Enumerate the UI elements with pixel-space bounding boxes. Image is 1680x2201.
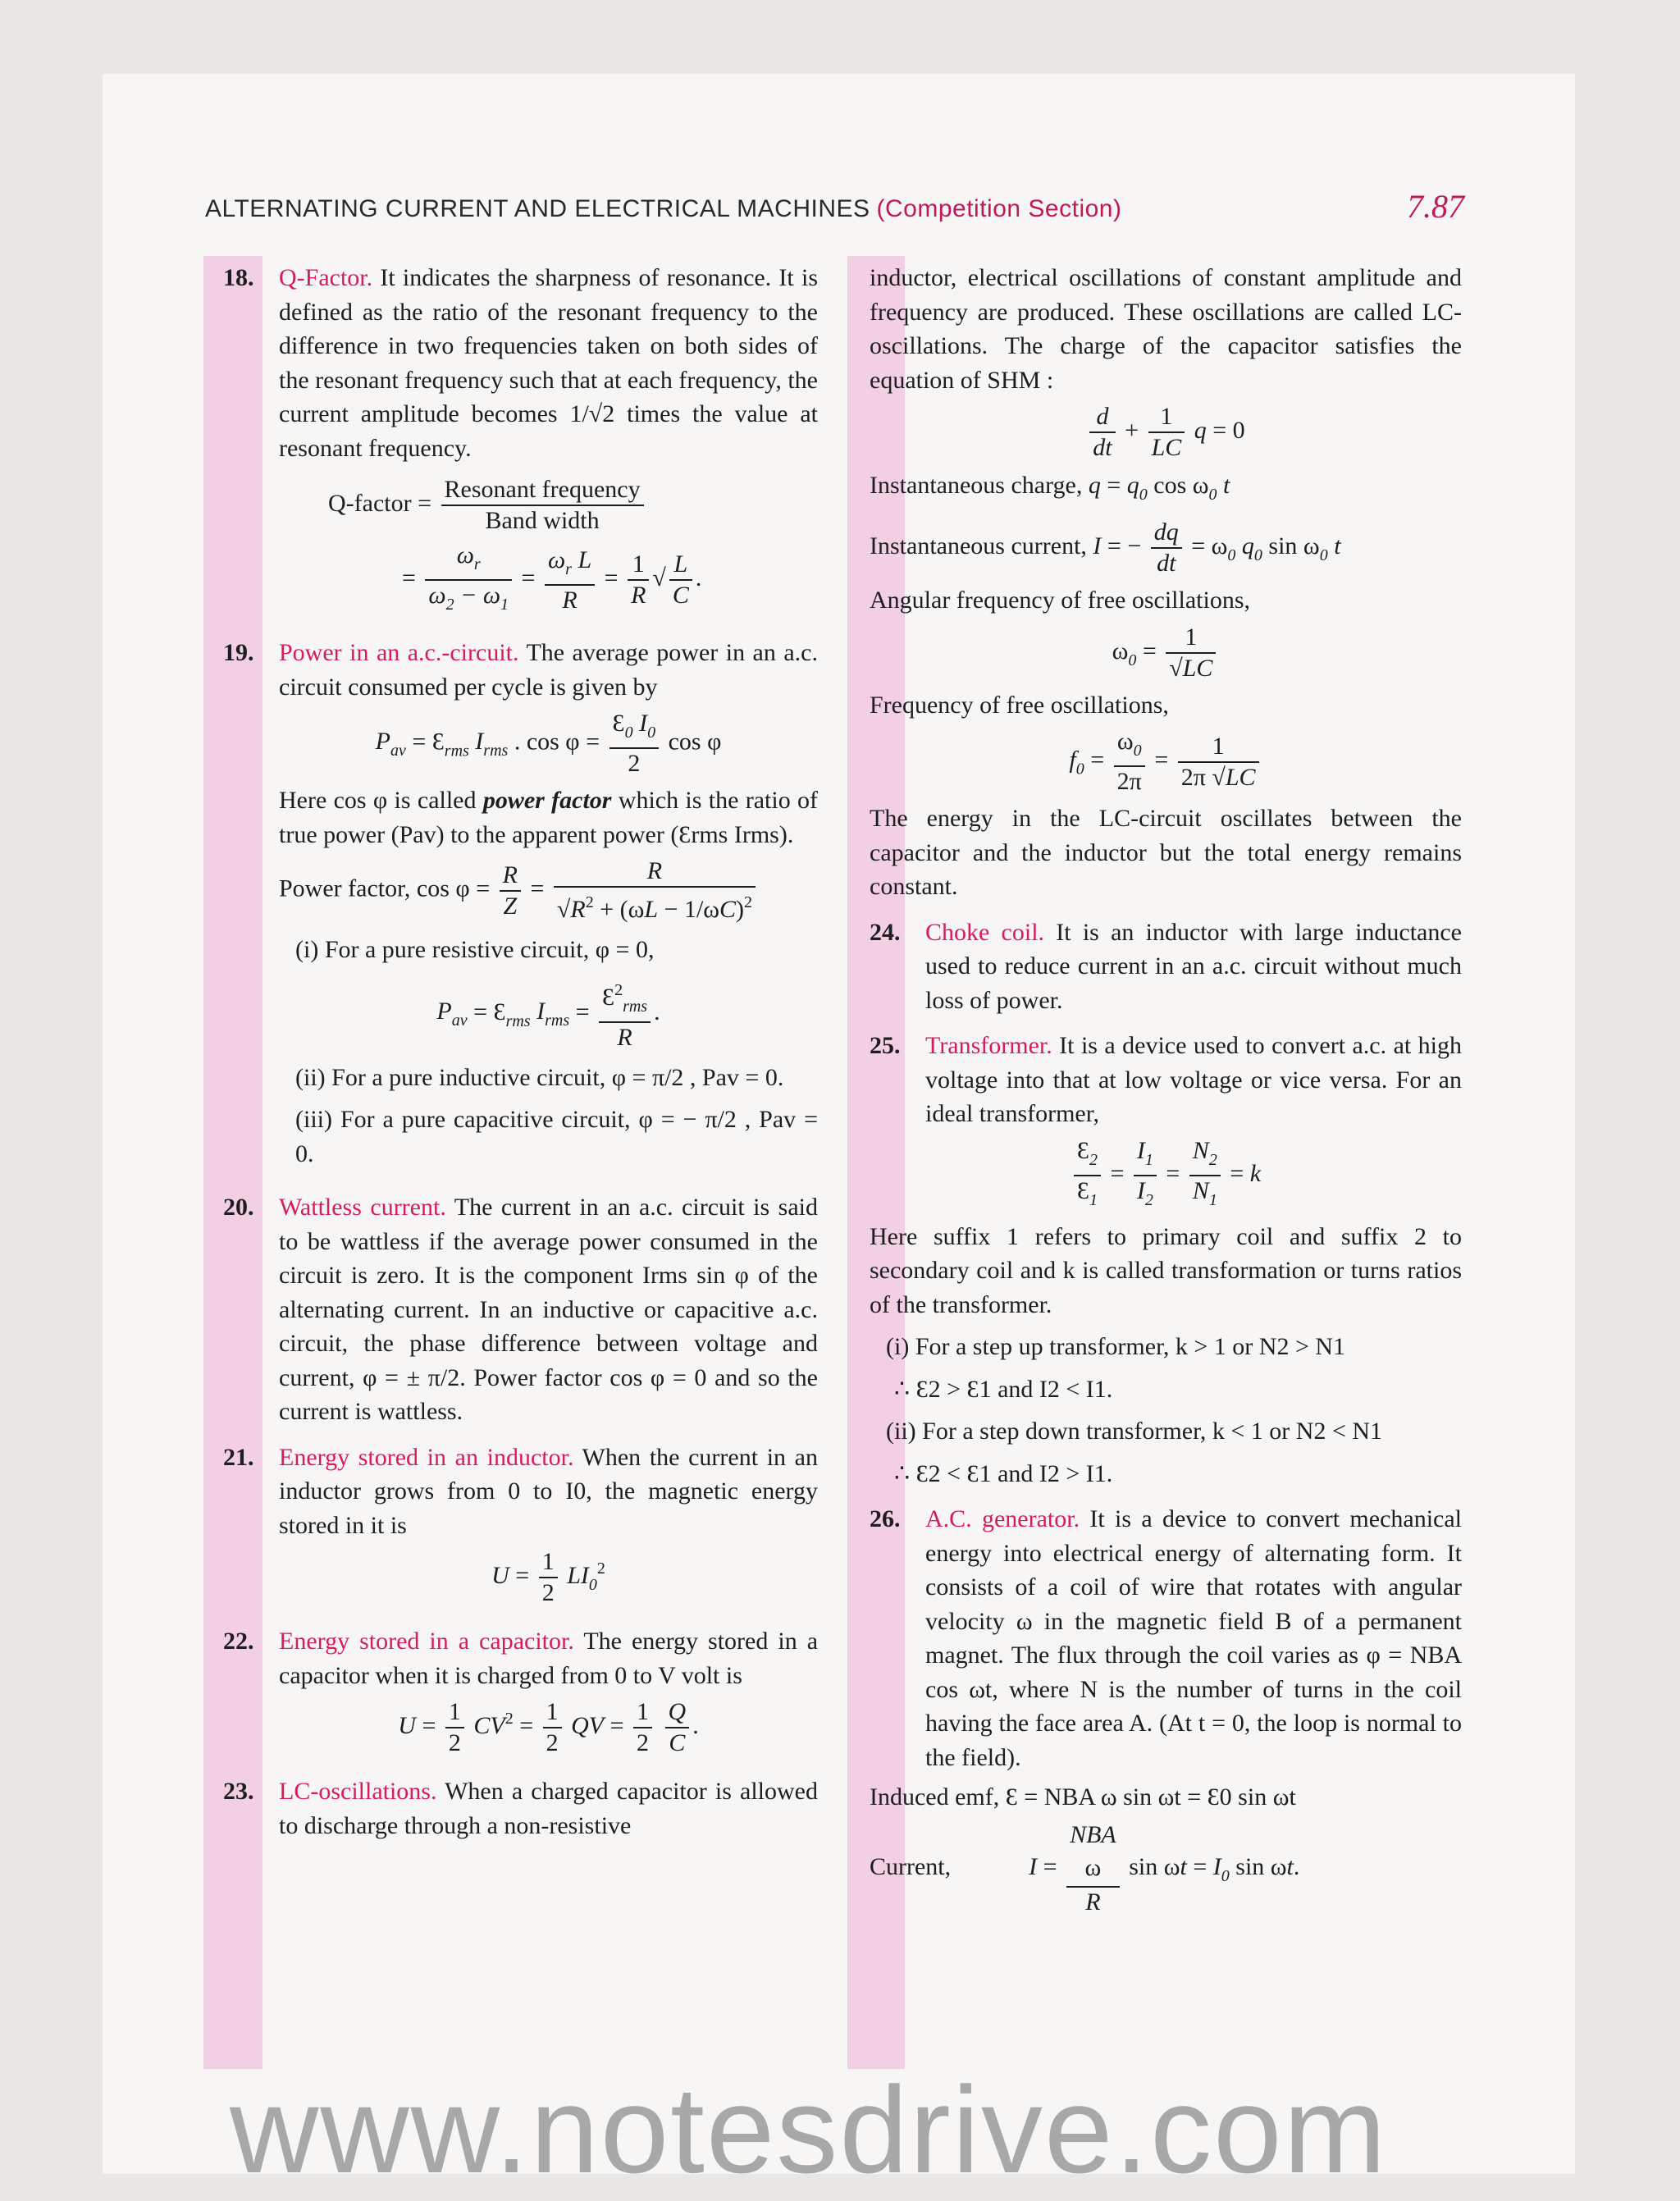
resistive-power-equation: $P_{av}$ = $Ɛ_{rms}$ $I_{rms}$ = $\frac{Ɛ^2_{rms}}{R}$ . [436, 980, 660, 1051]
heading-power-ac: Power in an a.c.-circuit. [279, 639, 519, 666]
capacitor-energy-equation: U = $\frac{1}{2}$ $CV^2$ = $\frac{1}{2}$ QV = $\frac{1}{2}$ $\frac{Q}{C}$ . [398, 1698, 699, 1756]
inductor-energy-equation: U = $\frac{1}{2}$ $LI_0^2$ [491, 1548, 605, 1606]
left-column [223, 261, 818, 1843]
q-factor-equation-2: = $\frac{\omega_r}{\omega_2 - \omega_1}$ = $\frac{\omega_r L}{R}$ = $\frac{1}{R}$ √ $\frac{L}{C}$ . [279, 541, 818, 619]
step-down-transformer: (ii) For a step down transformer, k < 1 or N2 < N1 [886, 1418, 1383, 1445]
instantaneous-current: Instantaneous current, I = − $\frac{dq}{dt}$ = $\omega_0$ $q_0$ $\sin \omega_0$ t [870, 518, 1341, 577]
item-choke-coil: 24. Choke coil. It is an inductor with large inductance used to reduce current in an a.c. circuit without much loss of power. [870, 918, 1462, 1014]
q-factor-equation: Q-factor = $\frac{\text{Resonant frequency}}{\text{Band width}}$ [279, 475, 818, 536]
shm-equation: $\frac{d}{dt}$ + $\frac{1}{LC}$ q = 0 [870, 402, 1462, 463]
page-number: 7.87 [1407, 188, 1464, 225]
heading-transformer: Transformer. [925, 1032, 1052, 1059]
item-ac-generator: 26. A.C. generator. It is a device to convert mechanical energy into electrical energy of alternating form. It consists of a coil of wire that rotates with angular velocity ω in the magnetic field B of a permanent magnet. The flux through the coil varies as φ = NBA cos ωt, where N is the number of turns in the coil having the face area A. (At t = 0, the loop is normal to the field). [870, 1505, 1463, 1771]
section-label: (Competition Section) [876, 195, 1122, 222]
induced-emf-equation: Induced emf, Ɛ = NBA ω sin ωt = Ɛ0 sin ωt [870, 1783, 1296, 1811]
item-q-factor: 18. Q-Factor. It indicates the sharpness of resonance. It is defined as the ratio of the resonant frequency to the difference in two frequencies taken on both sides of the resonant frequency such that at each frequency, the current amplitude becomes 1/√2 times the value at resonant frequency. Q-factor = $\frac{\text{Resonant frequency}}{\text{Band width}}$ = $\frac{\omega_r}{\omega_2 - \omega_1}$ = $\frac{\omega_r L}{R}$ = $\frac{1}{R}$ √ $\frac{L}{C}$ . [223, 261, 818, 619]
item-energy-inductor: 21. Energy stored in an inductor. When the current in an inductor grows from 0 to I0, the magnetic energy stored in it is U = $\frac{1}{2}$ $LI_0^2$ [223, 1443, 818, 1606]
item-transformer: 25. Transformer. It is a device used to convert a.c. at high voltage into that at low voltage or vice versa. For an ideal transformer, [870, 1032, 1462, 1127]
instantaneous-charge: Instantaneous charge, $q = q_0$ $\cos \omega_0$ t [870, 472, 1230, 504]
power-factor-equation: Power factor, cos φ = $\frac{R}{Z}$ = $\frac{R}{√R^2 + (\omega L - 1/\omega C)^2}$ [279, 856, 818, 925]
heading-q-factor: Q-Factor. [279, 264, 373, 291]
item-lc-oscillations: 23. LC-oscillations. When a charged capacitor is allowed to discharge through a non-resistive [223, 1778, 818, 1839]
text-power-ac: The average power in an a.c. circuit consumed per cycle is given by [279, 639, 818, 701]
item-energy-capacitor: 22. Energy stored in a capacitor. The energy stored in a capacitor when it is charged from 0 to V volt is U = $\frac{1}{2}$ $CV^2$ = $\frac{1}{2}$ QV = $\frac{1}{2}$ $\frac{Q}{C}$ . [223, 1628, 819, 1756]
generator-current-equation: Current, I = NBA ω R $\sin \omega t = I_0$ sin ωt. [870, 1821, 1300, 1916]
average-power-equation: $P_{av}$ = $Ɛ_{rms}$ $I_{rms}$ . cos φ = $\frac{Ɛ_0 I_0}{2}$ cos φ [375, 710, 722, 777]
angular-frequency-equation: $\omega_0$ = $\frac{1}{√LC}$ [870, 623, 1462, 683]
heading-choke-coil: Choke coil. [925, 918, 1045, 946]
heading-ac-generator: A.C. generator. [925, 1505, 1080, 1532]
chapter-title: ALTERNATING CURRENT AND ELECTRICAL MACHINES (Competition Section) [205, 195, 1122, 222]
page-header [205, 187, 1464, 236]
step-up-transformer: (i) For a step up transformer, k > 1 or N2 > N1 [886, 1333, 1346, 1360]
transformer-equation: $\frac{Ɛ_2}{Ɛ_1}$ = $\frac{I_1}{I_2}$ = $\frac{N_2}{N_1}$ = k [870, 1136, 1462, 1215]
text-q-factor: It indicates the sharpness of resonance. It is defined as the ratio of the resonant frequency to the difference in two frequencies taken on both sides of the resonant frequency such that at each frequency, the current amplitude becomes 1/√2 times the value at resonant frequency. [279, 264, 819, 462]
lc-continued-text: inductor, electrical oscillations of constant amplitude and frequency are produced. These oscillations are called LC-oscillations. The charge of the capacitor satisfies the equation of SHM : [870, 264, 1462, 394]
heading-wattless-current: Wattless current. [279, 1194, 446, 1221]
right-column: inductor, electrical oscillations of constant amplitude and frequency are produced. These oscillations are called LC-oscillations. The charge of the capacitor satisfies the equation of SHM : $\frac{d}{dt}$ + $\frac{1}{LC}$ q = 0 Instantaneous charge, $q = q_0$ $\cos \omega_0$ t Instantaneous current, I = − $\frac{dq}{dt}$ = $\omega_0$ $q_0$ $\sin \omega_0$ t Angular frequency of free oscillations, $\omega_0$ = $\frac{1}{√LC}$ Frequency of free oscillations, $f_0$ = $\frac{\omega_0}{2\pi}$ = $\frac{1}{2\pi √LC}$ The energy in the LC-circuit oscillates between the capacitor and the inductor but the total energy remains constant. 24. Choke coil. It is an inductor with large inductance used to reduce current in an a.c. circuit without much loss of power. 25. Transformer. It is a device used to convert a.c. at high voltage into that at low voltage or vice versa. For an ideal transformer, $\frac{Ɛ_2}{Ɛ_1}$ = $\frac{I_1}{I_2}$ = $\frac{N_2}{N_1}$ = k Here suffix 1 refers to primary coil and suffix 2 to secondary coil and k is called transformation or turns ratios of the transformer. (i) For a step up transformer, k > 1 or N2 > N1 ∴ Ɛ2 > Ɛ1 and I2 < I1. (ii) For a step down transformer, k < 1 or N2 < N1 ∴ Ɛ2 < Ɛ1 and I2 > I1. 26. A.C. generator. It is a device to convert mechanical energy into electrical energy of alternating form. It consists of a coil of wire that rotates with angular velocity ω in the magnetic field B of a permanent magnet. The flux through the coil varies as φ = NBA cos ωt, where N is the number of turns in the coil having the face area A. (At t = 0, the loop is normal to the field). Induced emf, Ɛ = NBA ω sin ωt = Ɛ0 sin ωt Current, I = NBA ω R $\sin \omega t = I_0$ sin ωt. [870, 261, 1462, 1922]
frequency-equation: $f_0$ = $\frac{\omega_0}{2\pi}$ = $\frac{1}{2\pi √LC}$ [870, 727, 1462, 797]
item-power-ac: 19. Power in an a.c.-circuit. The average power in an a.c. circuit consumed per cycle is given by $P_{av}$ = $Ɛ_{rms}$ $I_{rms}$ . cos φ = $\frac{Ɛ_0 I_0}{2}$ cos φ Here cos φ is called power factor which is the ratio of true power (Pav) to the apparent power (Ɛrms Irms). Power factor, cos φ = $\frac{R}{Z}$ = $\frac{R}{√R^2 + (\omega L - 1/\omega C)^2}$ (i) For a pure resistive circuit, φ = 0, $P_{av}$ = $Ɛ_{rms}$ $I_{rms}$ = $\frac{Ɛ^2_{rms}}{R}$ . (ii) For a pure inductive circuit, φ = π/2 , Pav = 0. (iii) For a pure capacitive circuit, φ = − π/2 , Pav = 0. [223, 639, 819, 1167]
heading-energy-capacitor: Energy stored in a capacitor. [279, 1628, 574, 1655]
item-wattless-current: 20. Wattless current. The current in an a.c. circuit is said to be wattless if the average power consumed in the circuit is zero. It is the component Irms sin φ of the alternating current. In an inductive or capacitive a.c. circuit, the phase difference between voltage and current, φ = ± π/2. Power factor cos φ = 0 and so the current is wattless. [223, 1194, 818, 1425]
heading-lc-oscillations: LC-oscillations. [279, 1778, 437, 1805]
watermark-text: www.notesdrive.com [230, 2061, 1388, 2199]
heading-energy-inductor: Energy stored in an inductor. [279, 1443, 574, 1471]
